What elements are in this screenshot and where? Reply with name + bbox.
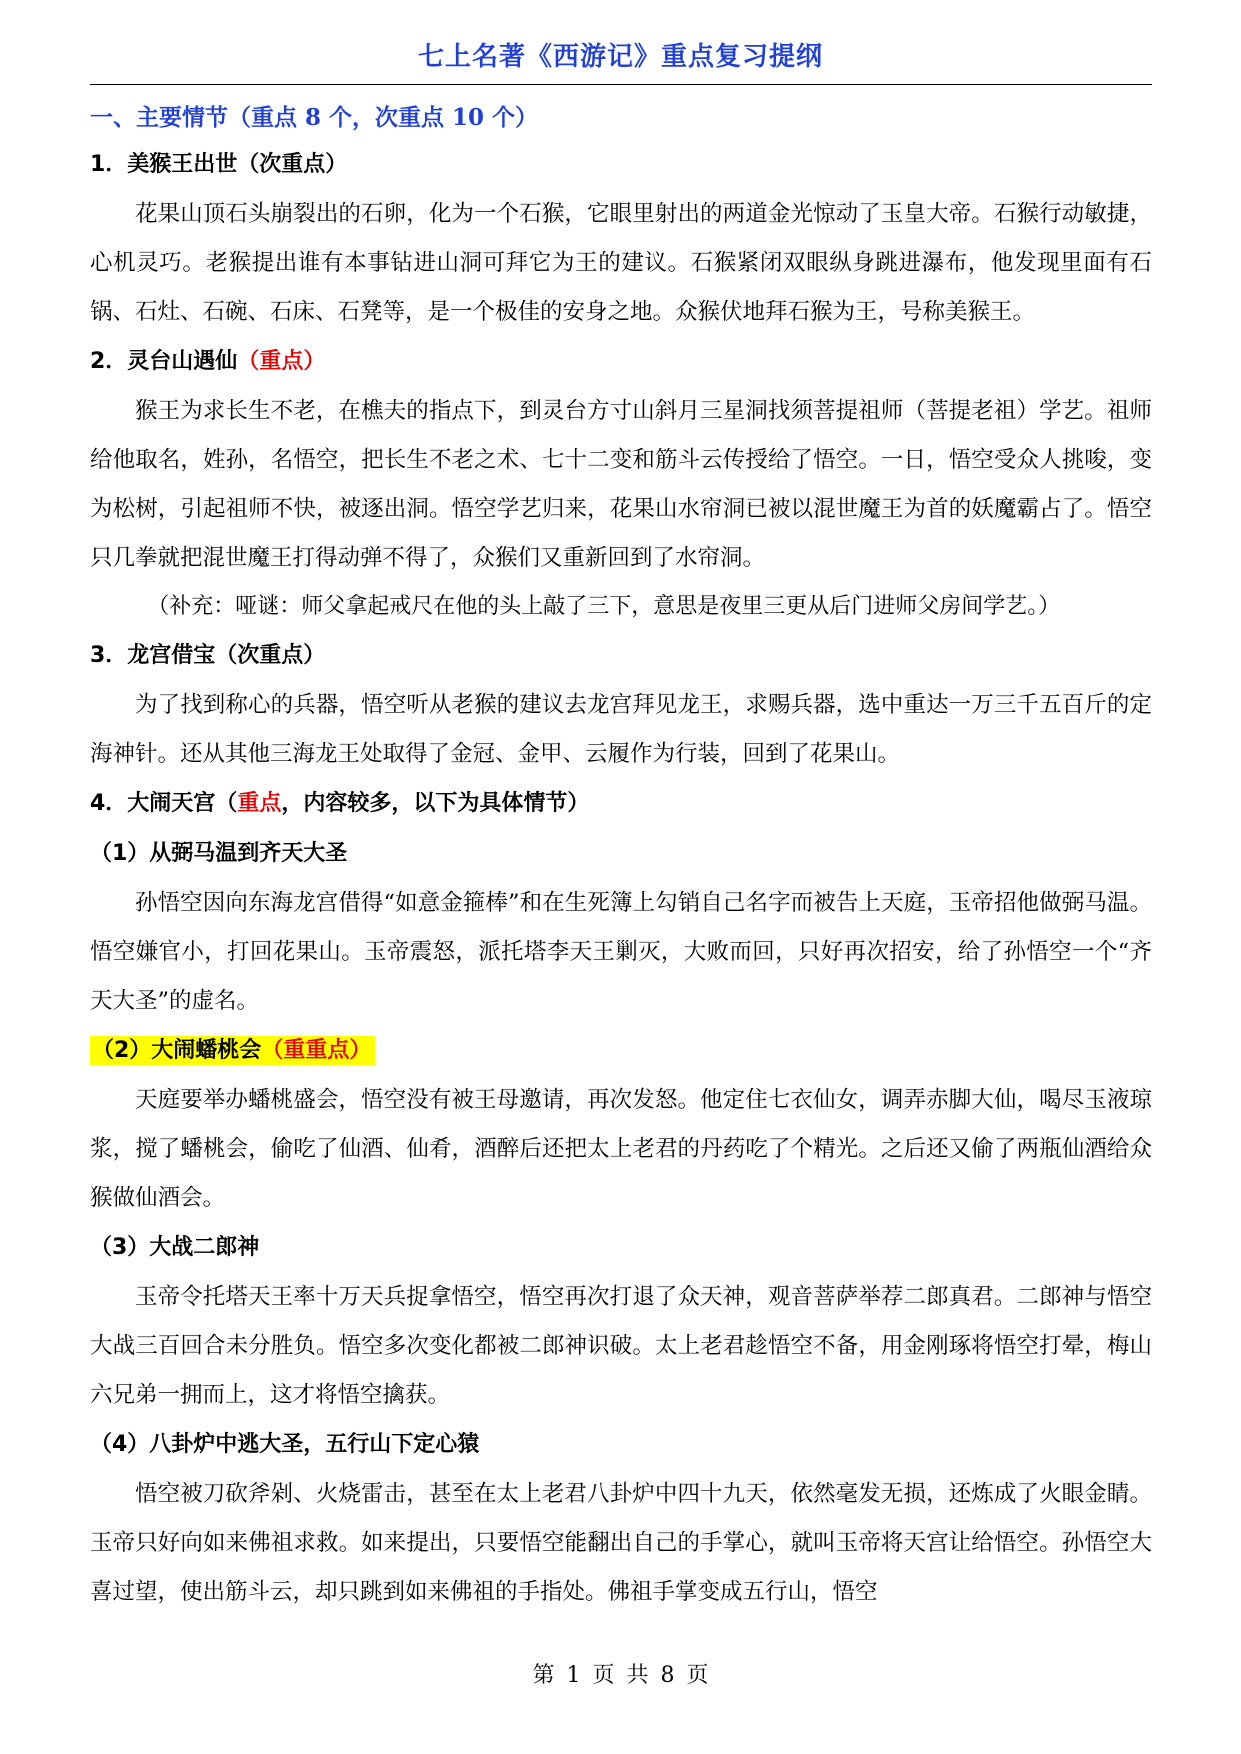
item-title-4-suffix: ，内容较多，以下为具体情节） [281, 791, 590, 816]
highlighted-subtitle [90, 1036, 375, 1065]
page-title: 七上名著《西游记》重点复习提纲 [417, 42, 823, 72]
item-title-4-prefix: 4．大闹天宫（ [90, 791, 238, 816]
sub-title-1: （1）从弼马温到齐天大圣 [90, 841, 348, 866]
importance-tag: 重点 [237, 791, 282, 816]
header-divider [90, 84, 1152, 85]
item-title-2 [90, 337, 1152, 387]
item-title-4 [90, 779, 1152, 829]
page-number: 1 [566, 1663, 581, 1688]
sub-title-2-text: （2）大闹蟠桃会 [92, 1038, 262, 1063]
item-title-1: 1．美猴王出世（次重点） [90, 152, 348, 177]
sub-title-2 [90, 1026, 1152, 1076]
sub-body-2: 天庭要举办蟠桃盛会，悟空没有被王母邀请，再次发怒。他定住七衣仙女，调弄赤脚大仙，喝尽玉液琼浆，搅了蟠桃会，偷吃了仙酒、仙肴，酒醉后还把太上老君的丹药吃了个精光。之后还又偷了两瓶仙酒给众猴做仙酒会。 [90, 1087, 1152, 1211]
item-body-2: 猴王为求长生不老，在樵夫的指点下，到灵台方寸山斜月三星洞找须菩提祖师（菩提老祖）学艺。祖师给他取名，姓孙，名悟空，把长生不老之术、七十二变和筋斗云传授给了悟空。一日，悟空受众人挑唆，变为松树，引起祖师不快，被逐出洞。悟空学艺归来，花果山水帘洞已被以混世魔王为首的妖魔霸占了。悟空只几拳就把混世魔王打得动弹不得了，众猴们又重新回到了水帘洞。 [90, 398, 1152, 571]
sub-body-3: 玉帝令托塔天王率十万天兵捉拿悟空，悟空再次打退了众天神，观音菩萨举荐二郎真君。二郎神与悟空大战三百回合未分胜负。悟空多次变化都被二郎神识破。太上老君趁悟空不备，用金刚琢将悟空打晕，梅山六兄弟一拥而上，这才将悟空擒获。 [90, 1284, 1152, 1408]
document-body [90, 96, 1152, 1617]
section-heading: 一、主要情节（重点 8 个，次重点 10 个） [90, 104, 539, 131]
item-body-3: 为了找到称心的兵器，悟空听从老猴的建议去龙宫拜见龙王，求赐兵器，选中重达一万三千五百斤的定海神针。还从其他三海龙王处取得了金冠、金甲、云履作为行装，回到了花果山。 [90, 692, 1152, 767]
sub-title-4: （4）八卦炉中逃大圣，五行山下定心猿 [90, 1432, 480, 1457]
footer-label: 第 [532, 1663, 555, 1688]
importance-tag: （重重点） [261, 1038, 372, 1063]
sub-body-4: 悟空被刀砍斧剁、火烧雷击，甚至在太上老君八卦炉中四十九天，依然毫发无损，还炼成了火眼金睛。玉帝只好向如来佛祖求救。如来提出，只要悟空能翻出自己的手掌心，就叫玉帝将天宫让给悟空。孙悟空大喜过望，使出筋斗云，却只跳到如来佛祖的手指处。佛祖手掌变成五行山，悟空 [90, 1481, 1152, 1605]
item-title-2-text: 2．灵台山遇仙 [90, 349, 238, 374]
page-footer [0, 1658, 1241, 1689]
item-body-1: 花果山顶石头崩裂出的石卵，化为一个石猴，它眼里射出的两道金光惊动了玉皇大帝。石猴行动敏捷，心机灵巧。老猴提出谁有本事钻进山洞可拜它为王的建议。石猴紧闭双眼纵身跳进瀑布，他发现里面有石锅、石灶、石碗、石床、石凳等，是一个极佳的安身之地。众猴伏地拜石猴为王，号称美猴王。 [90, 201, 1152, 325]
footer-label: 共 [626, 1663, 649, 1688]
footer-label: 页 [686, 1663, 709, 1688]
page-total: 8 [660, 1663, 675, 1688]
sub-title-3: （3）大战二郎神 [90, 1235, 260, 1260]
footer-label: 页 [592, 1663, 615, 1688]
sub-body-1: 孙悟空因向东海龙宫借得“如意金箍棒”和在生死簿上勾销自己名字而被告上天庭，玉帝招他做弼马温。悟空嫌官小，打回花果山。玉帝震怒，派托塔李天王剿灭，大败而回，只好再次招安，给了孙悟空一个“齐天大圣”的虚名。 [90, 890, 1152, 1014]
item-note-2: （补充：哑谜：师父拿起戒尺在他的头上敲了三下，意思是夜里三更从后门进师父房间学艺。） [147, 594, 1061, 619]
item-title-3: 3．龙宫借宝（次重点） [90, 643, 326, 668]
importance-tag: （重点） [237, 349, 326, 374]
